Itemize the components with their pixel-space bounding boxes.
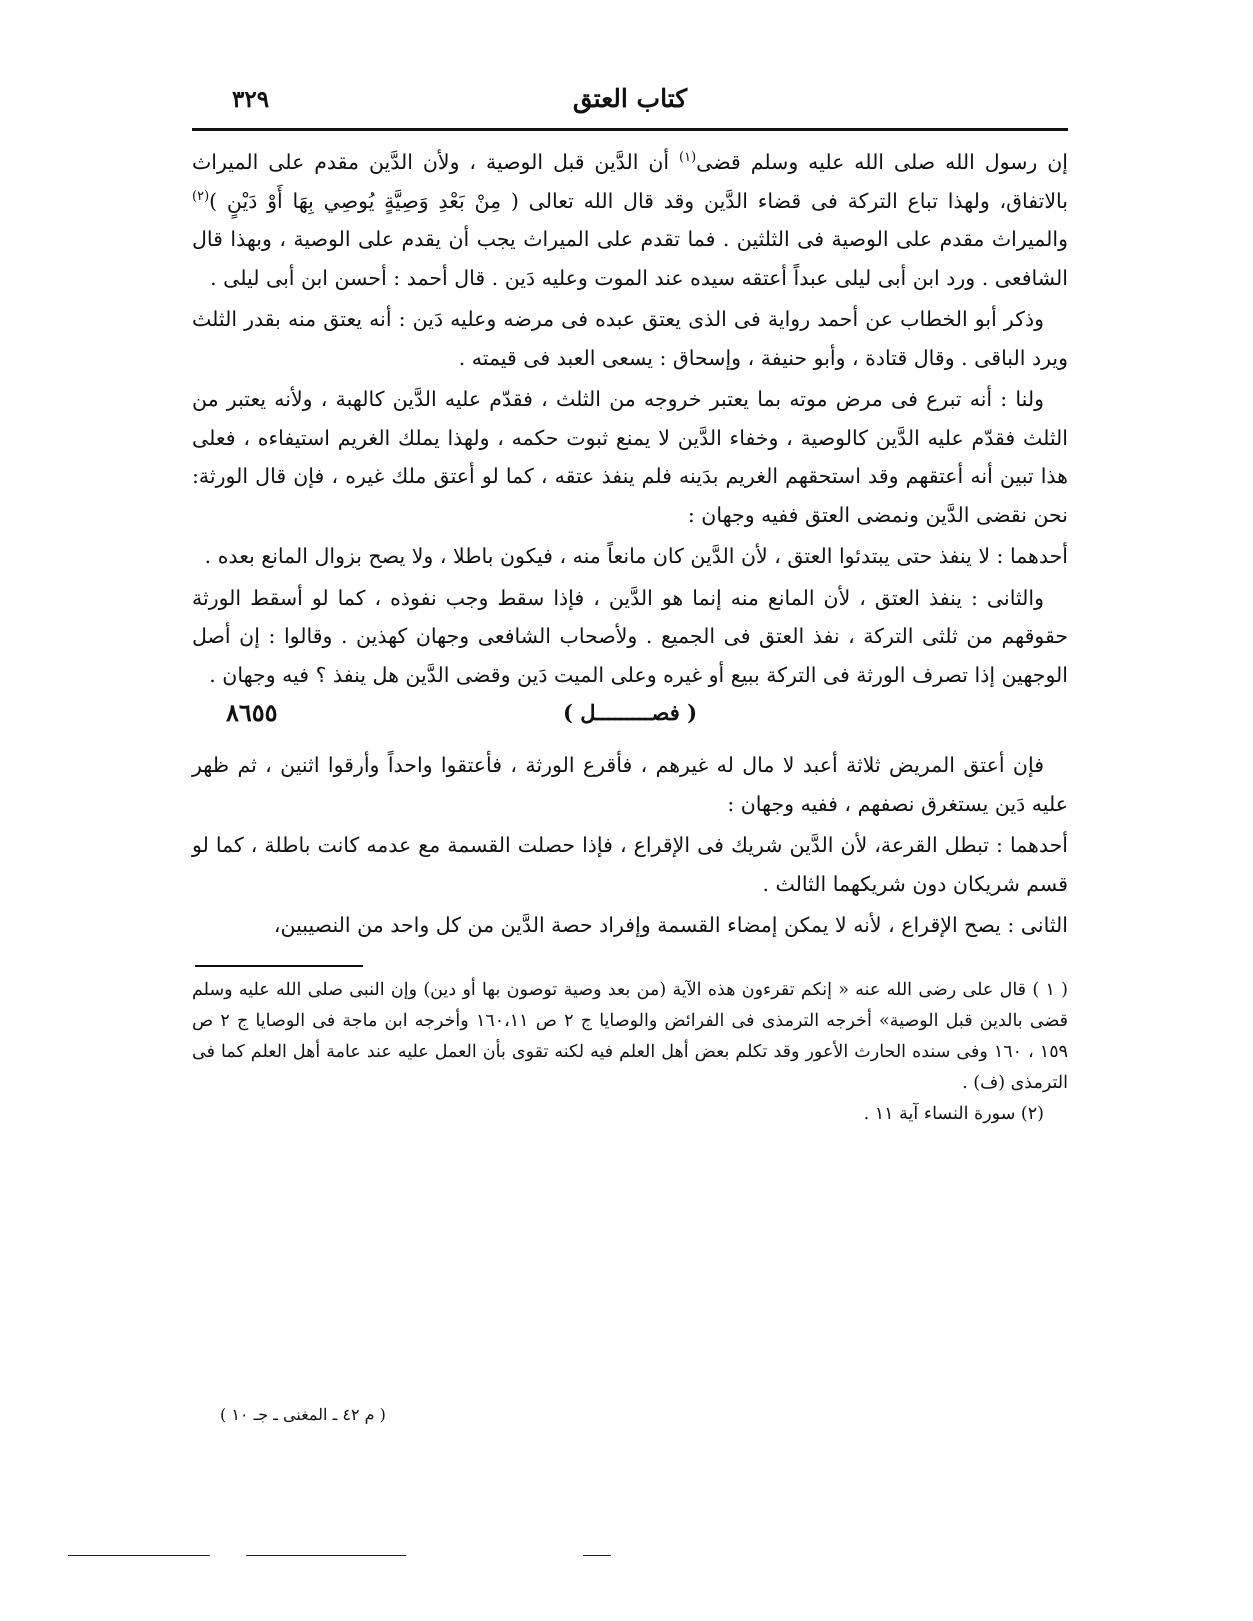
paragraph-1 [192, 143, 1068, 297]
footnote-rule [195, 965, 363, 967]
paragraph-1-text-a: إن رسول الله صلى الله عليه وسلم قضى [696, 150, 1068, 174]
footnote-ref-1: (١) [679, 150, 697, 166]
footnote-ref-2: (٢) [192, 188, 210, 204]
page-number: ٣٢٩ [232, 86, 270, 113]
paragraph-1-text-c: والميراث مقدم على الوصية فى الثلثين . فما تقدم على الميراث يجب أن يقدم على الوصية ، وبهذا قال الشافعى . ورد ابن أبى ليلى عبداً أعتقه سيده عند الموت وعليه دَين . قال أحمد : أحسن ابن أبى ليلى . [192, 227, 1068, 290]
scan-mark-1 [68, 1555, 210, 1556]
scan-mark-2 [246, 1555, 406, 1556]
printer-signature: ( م ٤٢ ـ المغنى ـ جـ ١٠ ) [220, 1405, 386, 1424]
header-rule [192, 128, 1068, 131]
paragraph-2: وذكر أبو الخطاب عن أحمد رواية فى الذى يعتق عبده فى مرضه وعليه دَين : أنه يعتق منه بقدر الثلث ويرد الباقى . وقال قتادة ، وأبو حنيفة ، وإسحاق : يسعى العبد فى قيمته . [192, 307, 1068, 370]
footnote-1: ( ١ ) قال على رضى الله عنه « إنكم تقرءون هذه الآية (من بعد وصية توصون بها أو دين) وإن النبى صلى الله عليه وسلم قضى بالدين قبل الوصية» أخرجه الترمذى فى الفرائض والوصايا ج ٢ ص ١٦٠،١١ وأخرجه ابن ماجة فى الوصايا ج ٢ ص ١٥٩ ، ١٦٠ وفى سنده الحارث الأعور وقد تكلم بعض أهل العلم فيه لكنه تقوى بأن العمل عليه عند عامة أهل العلم كما فى الترمذى (ف) . [192, 979, 1068, 1093]
scan-mark-3 [583, 1555, 611, 1556]
section-heading [192, 696, 1068, 740]
paragraph-4: أحدهما : لا ينفذ حتى يبتدئوا العتق ، لأن الدَّين كان مانعاً منه ، فيكون باطلا ، ولا يصح بزوال المانع بعده . [204, 544, 1068, 568]
section-title: ( فصـــــــــل ) [562, 700, 698, 725]
paragraph-6: فإن أعتق المريض ثلاثة أعبد لا مال له غيرهم ، فأقرع الورثة ، فأعتقوا واحداً وأرقوا اثنين ، ثم ظهر عليه دَين يستغرق نصفهم ، ففيه وجهان : [192, 753, 1068, 816]
section-number: ٨٦٥٥ [226, 698, 278, 727]
book-page [192, 78, 1068, 1130]
paragraph-5: والثانى : ينفذ العتق ، لأن المانع منه إنما هو الدَّين ، فإذا سقط وجب نفوذه ، كما لو أسقط الورثة حقوقهم من ثلثى التركة ، نفذ العتق فى الجميع . ولأصحاب الشافعى وجهان كهذين . وقالوا : إن أصل الوجهين إذا تصرف الورثة فى التركة ببيع أو غيره وعلى الميت دَين وقضى الدَّين هل ينفذ ؟ فيه وجهان . [192, 585, 1068, 687]
footnote-2: (٢) سورة النساء آية ١١ . [863, 1103, 1044, 1124]
paragraph-8: الثانى : يصح الإقراع ، لأنه لا يمكن إمضاء القسمة وإفراد حصة الدَّين من كل واحد من النصيبين، [273, 913, 1068, 937]
paragraph-1-text-b: أن الدَّين قبل الوصية ، ولأن الدَّين مقدم على الميراث بالاتفاق، ولهذا تباع التركة فى قضاء الدَّين وقد قال الله تعالى ( مِنْ بَعْدِ وَصِيَّةٍ يُوصِي بِهَا أَوْ دَيْنٍ ) [192, 150, 1068, 213]
running-title: كتاب العتق [572, 84, 688, 113]
page-header [192, 78, 1068, 124]
paragraph-3: ولنا : أنه تبرع فى مرض موته بما يعتبر خروجه من الثلث ، فقدّم عليه الدَّين كالهبة ، ولأنه يعتبر من الثلث فقدّم عليه الدَّين كالوصية ، وخفاء الدَّين لا يمنع ثبوت حكمه ، ولهذا يملك الغريم استيفاءه ، فعلى هذا تبين أنه أعتقهم وقد استحقهم الغريم بدَينه فلم ينفذ عتقه ، كما لو أعتق ملك غيره ، فإن قال الورثة: نحن نقضى الدَّين ونمضى العتق ففيه وجهان : [192, 387, 1068, 527]
paragraph-7: أحدهما : تبطل القرعة، لأن الدَّين شريك فى الإقراع ، فإذا حصلت القسمة مع عدمه كانت باطلة ، كما لو قسم شريكان دون شريكهما الثالث . [192, 833, 1068, 896]
